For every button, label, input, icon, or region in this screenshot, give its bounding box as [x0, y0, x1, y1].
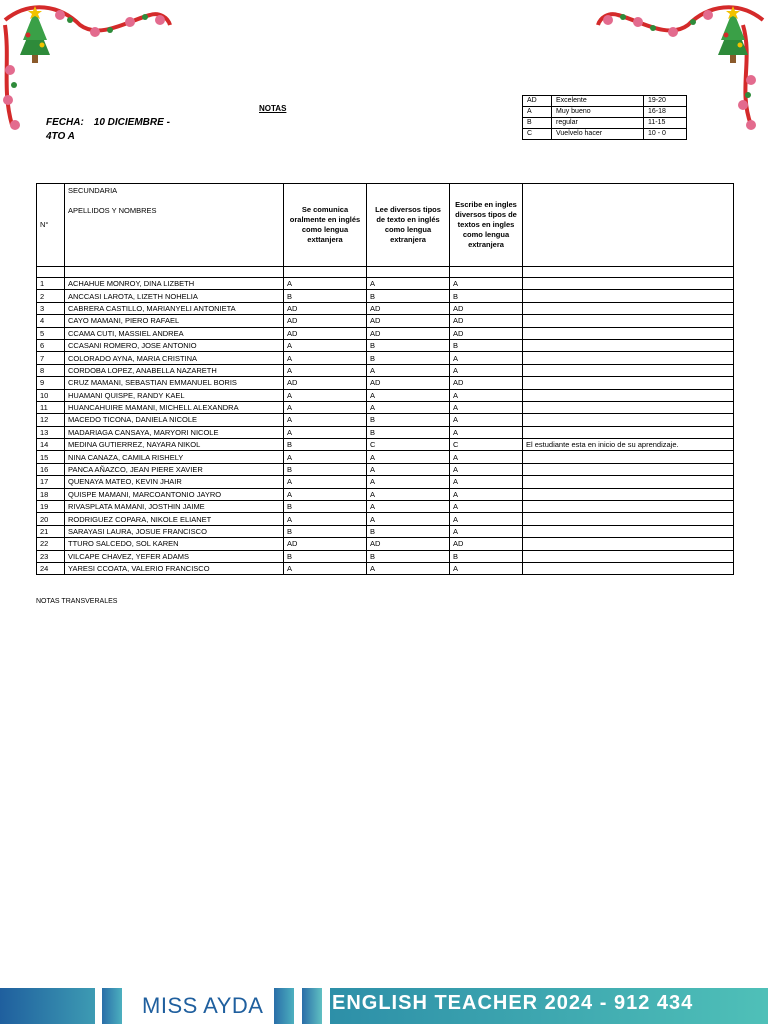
student-name: MADARIAGA CANSAYA, MARYORI NICOLE [65, 426, 284, 438]
grade-reading: B [367, 290, 450, 302]
grade-writing: A [450, 414, 523, 426]
table-row [37, 476, 734, 488]
observation [523, 414, 734, 426]
legend-range: 19-20 [644, 96, 687, 107]
grade-writing: AD [450, 327, 523, 339]
grade-writing: A [450, 513, 523, 525]
legend-row [523, 107, 687, 118]
table-row [37, 352, 734, 364]
observation: El estudiante esta en inicio de su aprendizaje. [523, 439, 734, 451]
legend-code: B [523, 118, 552, 129]
col-observations-header [523, 184, 734, 267]
footer-stripe [102, 988, 122, 1024]
legend-label: Excelente [552, 96, 644, 107]
grade-reading: C [367, 439, 450, 451]
grade-reading: B [367, 339, 450, 351]
row-number: 6 [37, 339, 65, 351]
legend-row [523, 129, 687, 140]
col-names-header [65, 184, 284, 267]
table-row [37, 302, 734, 314]
row-number: 1 [37, 278, 65, 290]
grade-reading: B [367, 525, 450, 537]
observation [523, 550, 734, 562]
grade-speaking: A [284, 513, 367, 525]
row-number: 22 [37, 538, 65, 550]
grade-writing: AD [450, 302, 523, 314]
grade-writing: A [450, 401, 523, 413]
grade-writing: A [450, 389, 523, 401]
student-name: TTURO SALCEDO, SOL KAREN [65, 538, 284, 550]
table-row [37, 339, 734, 351]
grade-writing: A [450, 364, 523, 376]
table-row [37, 364, 734, 376]
level-label: SECUNDARIA [68, 186, 118, 195]
legend-label: Vuelvelo hacer [552, 129, 644, 140]
student-name: PANCA AÑAZCO, JEAN PIERE XAVIER [65, 463, 284, 475]
row-number: 20 [37, 513, 65, 525]
row-number: 16 [37, 463, 65, 475]
grade-speaking: A [284, 426, 367, 438]
grade-reading: A [367, 389, 450, 401]
grade-reading: A [367, 364, 450, 376]
legend-label: Muy bueno [552, 107, 644, 118]
student-name: RODRIGUEZ COPARA, NIKOLE ELIANET [65, 513, 284, 525]
observation [523, 389, 734, 401]
grade-reading: A [367, 476, 450, 488]
table-row [37, 525, 734, 537]
table-row [37, 389, 734, 401]
student-name: CABRERA CASTILLO, MARIANYELI ANTONIETA [65, 302, 284, 314]
legend-code: AD [523, 96, 552, 107]
table-row [37, 501, 734, 513]
row-number: 11 [37, 401, 65, 413]
observation [523, 401, 734, 413]
student-name: MACEDO TICONA, DANIELA NICOLE [65, 414, 284, 426]
legend-range: 16-18 [644, 107, 687, 118]
observation [523, 463, 734, 475]
table-row [37, 327, 734, 339]
grade-reading: A [367, 278, 450, 290]
grade-writing: A [450, 463, 523, 475]
grade-speaking: AD [284, 327, 367, 339]
grade-reading: A [367, 451, 450, 463]
legend-code: C [523, 129, 552, 140]
col-writing-header: Escribe en ingles diversos tipos de textos en ingles como lengua extranjera [450, 184, 523, 267]
grade-reading: A [367, 463, 450, 475]
table-row [37, 401, 734, 413]
grade-speaking: AD [284, 315, 367, 327]
legend-range: 10 - 0 [644, 129, 687, 140]
row-number: 21 [37, 525, 65, 537]
student-name: CCASANI ROMERO, JOSE ANTONIO [65, 339, 284, 351]
grade-reading: B [367, 426, 450, 438]
table-row [37, 463, 734, 475]
row-number: 19 [37, 501, 65, 513]
grade-reading: A [367, 488, 450, 500]
observation [523, 315, 734, 327]
grade-speaking: B [284, 463, 367, 475]
footer-stripe [0, 988, 95, 1024]
legend-row [523, 96, 687, 107]
table-row [37, 414, 734, 426]
grade-speaking: B [284, 525, 367, 537]
grade-speaking: B [284, 501, 367, 513]
grade-writing: A [450, 476, 523, 488]
grade-speaking: B [284, 439, 367, 451]
student-name: VILCAPE CHAVEZ, YEFER ADAMS [65, 550, 284, 562]
grade-reading: AD [367, 377, 450, 389]
row-number: 15 [37, 451, 65, 463]
table-row [37, 290, 734, 302]
table-row [37, 488, 734, 500]
grade-reading: AD [367, 302, 450, 314]
grade-speaking: A [284, 488, 367, 500]
grade-writing: A [450, 525, 523, 537]
grade-writing: A [450, 451, 523, 463]
grade-speaking: A [284, 451, 367, 463]
col-speaking-header: Se comunica oralmente en inglés como lengua exttanjera [284, 184, 367, 267]
grade-speaking: A [284, 352, 367, 364]
grade-speaking: AD [284, 377, 367, 389]
student-name: CORDOBA LOPEZ, ANABELLA NAZARETH [65, 364, 284, 376]
grade-writing: A [450, 426, 523, 438]
student-name: YARESI CCOATA, VALERIO FRANCISCO [65, 562, 284, 574]
grade-speaking: A [284, 389, 367, 401]
student-name: QUISPE MAMANI, MARCOANTONIO JAYRO [65, 488, 284, 500]
observation [523, 327, 734, 339]
fecha-value: 10 DICIEMBRE - [93, 117, 170, 128]
legend-range: 11-15 [644, 118, 687, 129]
grade-reading: AD [367, 315, 450, 327]
legend-code: A [523, 107, 552, 118]
row-number: 9 [37, 377, 65, 389]
row-number: 24 [37, 562, 65, 574]
fecha-label: FECHA: [46, 117, 84, 128]
row-number: 8 [37, 364, 65, 376]
observation [523, 339, 734, 351]
table-row [37, 513, 734, 525]
observation [523, 278, 734, 290]
grades-table [36, 183, 734, 575]
grade-writing: A [450, 278, 523, 290]
grade-label: 4TO A [46, 131, 75, 142]
row-number: 23 [37, 550, 65, 562]
table-row [37, 451, 734, 463]
table-row [37, 315, 734, 327]
notas-title: NOTAS [259, 104, 287, 113]
table-row [37, 538, 734, 550]
table-row [37, 377, 734, 389]
grade-speaking: B [284, 290, 367, 302]
row-number: 4 [37, 315, 65, 327]
observation [523, 538, 734, 550]
observation [523, 488, 734, 500]
student-name: ACHAHUE MONROY, DINA LIZBETH [65, 278, 284, 290]
row-number: 5 [37, 327, 65, 339]
row-number: 12 [37, 414, 65, 426]
row-number: 13 [37, 426, 65, 438]
grade-reading: B [367, 550, 450, 562]
col-reading-header: Lee diversos tipos de texto en inglés como lengua extranjera [367, 184, 450, 267]
observation [523, 352, 734, 364]
grade-writing: A [450, 352, 523, 364]
student-name: CAYO MAMANI, PIERO RAFAEL [65, 315, 284, 327]
date-block [46, 116, 180, 144]
grade-writing: C [450, 439, 523, 451]
observation [523, 377, 734, 389]
grade-writing: A [450, 501, 523, 513]
grade-speaking: A [284, 562, 367, 574]
grade-speaking: A [284, 401, 367, 413]
student-name: CCAMA CUTI, MASSIEL ANDREA [65, 327, 284, 339]
grade-reading: A [367, 562, 450, 574]
grade-writing: A [450, 488, 523, 500]
grade-writing: B [450, 290, 523, 302]
grade-reading: AD [367, 327, 450, 339]
grade-writing: B [450, 339, 523, 351]
observation [523, 562, 734, 574]
grade-speaking: B [284, 550, 367, 562]
row-number: 14 [37, 439, 65, 451]
student-name: HUAMANI QUISPE, RANDY KAEL [65, 389, 284, 401]
row-number: 10 [37, 389, 65, 401]
footer-banner [0, 988, 768, 1024]
row-number: 7 [37, 352, 65, 364]
observation [523, 525, 734, 537]
names-label: APELLIDOS Y NOMBRES [68, 206, 157, 215]
grade-reading: B [367, 414, 450, 426]
legend-row [523, 118, 687, 129]
grade-reading: A [367, 513, 450, 525]
observation [523, 290, 734, 302]
grade-speaking: A [284, 278, 367, 290]
grade-speaking: A [284, 364, 367, 376]
grade-writing: AD [450, 315, 523, 327]
observation [523, 364, 734, 376]
student-name: HUANCAHUIRE MAMANI, MICHELL ALEXANDRA [65, 401, 284, 413]
grading-legend-table [522, 95, 687, 140]
grade-speaking: AD [284, 302, 367, 314]
transversales-label: NOTAS TRANSVERALES [36, 598, 118, 605]
student-name: SARAYASI LAURA, JOSUE FRANCISCO [65, 525, 284, 537]
table-row [37, 426, 734, 438]
footer-teacher-info: ENGLISH TEACHER 2024 - 912 434 [332, 992, 694, 1014]
student-name: CRUZ MAMANI, SEBASTIAN EMMANUEL BORIS [65, 377, 284, 389]
row-number: 17 [37, 476, 65, 488]
grade-reading: B [367, 352, 450, 364]
row-number: 2 [37, 290, 65, 302]
table-row [37, 550, 734, 562]
observation [523, 501, 734, 513]
observation [523, 476, 734, 488]
footer-stripe [302, 988, 322, 1024]
grade-speaking: A [284, 414, 367, 426]
student-name: ANCCASI LAROTA, LIZETH NOHELIA [65, 290, 284, 302]
table-row [37, 278, 734, 290]
grade-speaking: A [284, 339, 367, 351]
row-number: 18 [37, 488, 65, 500]
grade-writing: B [450, 550, 523, 562]
grade-speaking: A [284, 476, 367, 488]
table-blank-row [37, 267, 734, 278]
grade-writing: A [450, 562, 523, 574]
grade-reading: A [367, 401, 450, 413]
footer-teacher-name: MISS AYDA [142, 993, 264, 1018]
student-name: COLORADO AYNA, MARIA CRISTINA [65, 352, 284, 364]
student-name: RIVASPLATA MAMANI, JOSTHIN JAIME [65, 501, 284, 513]
footer-stripe [274, 988, 294, 1024]
grade-speaking: AD [284, 538, 367, 550]
table-row [37, 439, 734, 451]
student-name: NINA CANAZA, CAMILA RISHELY [65, 451, 284, 463]
observation [523, 513, 734, 525]
legend-label: regular [552, 118, 644, 129]
observation [523, 451, 734, 463]
table-row [37, 562, 734, 574]
student-name: QUENAYA MATEO, KEVIN JHAIR [65, 476, 284, 488]
grade-writing: AD [450, 538, 523, 550]
grade-writing: AD [450, 377, 523, 389]
grade-reading: AD [367, 538, 450, 550]
grade-reading: A [367, 501, 450, 513]
observation [523, 302, 734, 314]
observation [523, 426, 734, 438]
student-name: MEDINA GUTIERREZ, NAYARA NIKOL [65, 439, 284, 451]
col-number-header: N° [37, 184, 65, 267]
row-number: 3 [37, 302, 65, 314]
